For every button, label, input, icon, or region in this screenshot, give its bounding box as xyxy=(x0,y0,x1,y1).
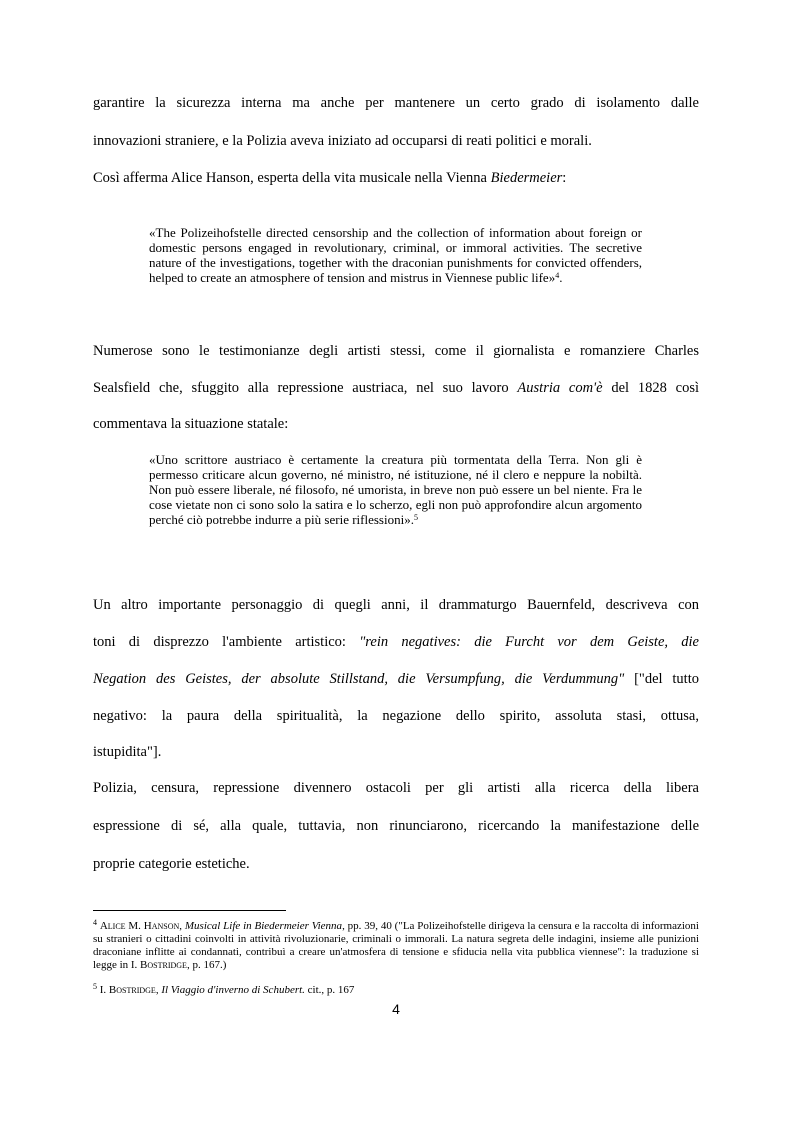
paragraph-3-line-2 xyxy=(93,380,699,397)
paragraph-3-line-1: Numerose sono le testimonianze degli artisti stessi, come il giornalista e romanziere Charles xyxy=(93,343,699,359)
block-quote-2 xyxy=(149,452,642,527)
paragraph-4-line-3 xyxy=(93,671,699,688)
footnote-5-author: I. Bostridge xyxy=(99,984,156,996)
paragraph-4-italic-b: Negation des Geistes, der absolute Stillstand, die Versumpfung, die Verdummung" xyxy=(93,671,625,687)
paragraph-4-italic-a: "rein negatives: die Furcht vor dem Geiste, die xyxy=(359,634,699,650)
paragraph-2-italic: Biedermeier xyxy=(490,170,563,186)
footnote-5-number: 5 xyxy=(93,982,97,991)
paragraph-5-line-1: Polizia, censura, repressione divennero ostacoli per gli artisti alla ricerca della libera xyxy=(93,780,699,796)
paragraph-1-line-2: innovazioni straniere, e la Polizia aveva iniziato ad occuparsi di reati politici e morali. xyxy=(93,133,592,149)
footnote-5-text: cit., p. 167 xyxy=(304,984,355,996)
paragraph-4-line-5: istupidita"]. xyxy=(93,744,162,760)
paragraph-3-italic: Austria com'è xyxy=(517,380,603,396)
paragraph-5-line-3: proprie categorie estetiche. xyxy=(93,856,250,872)
block-quote-1 xyxy=(149,225,642,285)
paragraph-4-text-a: toni di disprezzo l'ambiente artistico: xyxy=(93,634,360,650)
footnote-5 xyxy=(93,984,699,997)
block-quote-1-text: «The Polizeihofstelle directed censorship and the collection of information about foreign or domestic persons engaged in revolutionary, criminal, or immoral activities. The secretive nature of the investigations, together with the draconian punishments for convicted offenders, helped to create an atmosphere of tension and mistrus in Viennese public life» xyxy=(149,225,642,285)
paragraph-2-text: Così afferma Alice Hanson, esperta della vita musicale nella Vienna xyxy=(93,170,491,186)
page-number: 4 xyxy=(392,1001,400,1017)
footnote-4-ref-end: , p. 167.) xyxy=(186,959,227,971)
paragraph-4-line-1: Un altro importante personaggio di quegli anni, il drammaturgo Bauernfeld, descriveva con xyxy=(93,597,699,613)
footnote-4-sep: , xyxy=(179,920,185,932)
footnote-4-ref-author: I. Bostridge xyxy=(130,959,187,971)
paragraph-3-text-a: Sealsfield che, sfuggito alla repressione austriaca, nel suo lavoro xyxy=(93,380,518,396)
footnote-4-title: Musical Life in Biedermeier Vienna xyxy=(184,920,343,932)
paragraph-3-text-b: del 1828 così xyxy=(602,380,699,396)
paragraph-4-line-4: negativo: la paura della spiritualità, la negazione dello spirito, assoluta stasi, ottusa, xyxy=(93,708,699,724)
paragraph-1-line-1: garantire la sicurezza interna ma anche per mantenere un certo grado di isolamento dalle xyxy=(93,95,699,111)
paragraph-5-line-2: espressione di sé, alla quale, tuttavia, non rinunciarono, ricercando la manifestazione delle xyxy=(93,818,699,834)
footnote-ref-5: 5 xyxy=(413,513,418,522)
footnote-4-author: Alice M. Hanson xyxy=(99,920,180,932)
footnote-4-number: 4 xyxy=(93,918,97,927)
footnote-5-sep: , xyxy=(155,984,162,996)
paragraph-4-text-b: ["del tutto xyxy=(624,671,699,687)
paragraph-4-line-2 xyxy=(93,634,699,651)
footnote-4 xyxy=(93,920,699,972)
paragraph-2 xyxy=(93,170,699,187)
block-quote-1-end: . xyxy=(559,270,563,285)
paragraph-3-line-3: commentava la situazione statale: xyxy=(93,416,289,432)
footnote-ref-4: 4 xyxy=(555,271,560,280)
footnote-4-text: , pp. 39, 40 ("La Polizeihofstelle dirigeva la censura e la raccolta di informazioni su stranieri o cittadini coinvolti in attività rivoluzionarie, criminali o immorali. La natura segreta delle indagini, insieme alle punizioni draconiane inflitte ai condannati, contribuì a creare un'atmosfera di tensione e sfiducia nella vita pubblica viennese": la traduzione si legge in xyxy=(93,920,699,971)
block-quote-2-text: «Uno scrittore austriaco è certamente la creatura più tormentata della Terra. Non gli è permesso criticare alcun governo, né ministro, né istituzione, né il clero e neppure la nobiltà. Non può essere liberale, né filosofo, né umorista, in breve non può essere un bel niente. Fra le cose vietate non ci sono solo la satira e lo scherzo, egli non può approfondire alcun argomento perché ciò potrebbe indurre a più serie riflessioni». xyxy=(149,452,642,527)
footnote-5-title: Il Viaggio d'inverno di Schubert. xyxy=(161,984,305,996)
paragraph-2-end: : xyxy=(562,170,567,186)
footnote-separator xyxy=(93,910,286,911)
